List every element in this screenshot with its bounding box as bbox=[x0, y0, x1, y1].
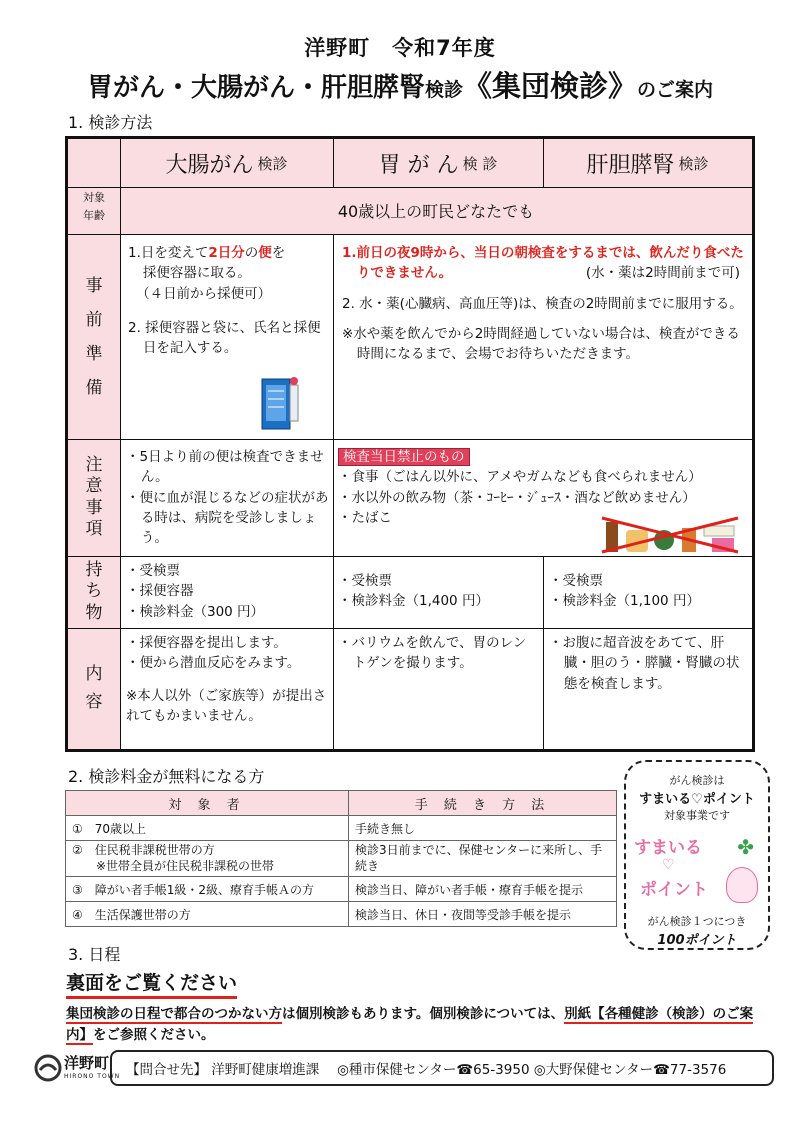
row-label-prep: 事 前 準 備 bbox=[85, 275, 103, 398]
contact-info: 【問合せ先】 洋野町健康増進課 ◎種市保健センター☎65-3950 ◎大野保健センター☎77-3576 bbox=[126, 1062, 727, 1078]
heart-icon: ♡ bbox=[662, 857, 675, 873]
items-stomach: ・受検票 ・検診料金（1,400 円） bbox=[338, 573, 489, 610]
page-subtitle: 洋野町 令和7年度 bbox=[304, 36, 496, 60]
table-row: ③ 障がい者手帳1級・2級、療育手帳Ａの方 検診当日、障がい者手帳・療育手帳を提示 bbox=[66, 877, 617, 902]
section-heading-method: 1. 検診方法 bbox=[68, 113, 153, 132]
table-row: ① 70歳以上 手続き無し bbox=[66, 816, 617, 841]
section-heading-schedule: 3. 日程 bbox=[68, 945, 121, 964]
content-liver: ・お腹に超音波をあてて、肝臓・胆のう・膵臓・腎臓の状態を検査します。 bbox=[549, 635, 740, 692]
content-colon: ・採便容器を提出します。 ・便から潜血反応をみます。 ※本人以外（ご家族等）が提出されてもかまいません。 bbox=[126, 635, 327, 724]
prep-colon: 1.日を変えて2日分の便を 採便容器に取る。 （４日前から採便可） 2. 採便容器と袋に、氏名と採便日を記入する。 bbox=[128, 245, 321, 356]
town-name-en: HIRONO TOWN bbox=[64, 1073, 121, 1080]
row-label-items: 持 ち 物 bbox=[85, 560, 103, 623]
fee-header-method: 手 続 き 方 法 bbox=[349, 791, 617, 816]
column-header-stomach: 胃 が ん 検 診 bbox=[378, 152, 498, 178]
target-age-value: 40歳以上の町民どなたでも bbox=[337, 202, 535, 221]
table-row: ② 住民税非課税世帯の方 ※世帯全員が住民税非課税の世帯 検診3日前までに、保健センターに来所し、手続き bbox=[66, 841, 617, 877]
caution-colon: ・5日より前の便は検査できません。 ・便に血が混じるなどの症状がある時は、病院を受診しましょう。 bbox=[126, 449, 329, 546]
smile-point-logo: すまいる ♡ ポイント ✤ bbox=[626, 827, 768, 907]
stool-container-image bbox=[260, 371, 300, 431]
prep-stomach-liver: 1.前日の夜9時から、当日の朝検査をするまでは、飲んだり食べたりできません。 (水・薬は2時間前まで可) 2. 水・薬(心臓病、高血圧等)は、検査の2時間前までに服用する。 ※水や薬を飲んでから2時間経過していない場合は、検査ができる時間になるまで、会場でお待ちいただきます。 bbox=[342, 245, 744, 362]
town-name: 洋野町 bbox=[64, 1054, 110, 1072]
rabbit-character-icon bbox=[726, 867, 758, 903]
table-row: ④ 生活保護世帯の方 検診当日、休日・夜間等受診手帳を提示 bbox=[66, 902, 617, 927]
column-header-colon: 大腸がん 検診 bbox=[165, 152, 288, 178]
town-logo-icon bbox=[34, 1054, 62, 1082]
fee-header-target: 対 象 者 bbox=[66, 791, 349, 816]
prohibited-items-image bbox=[600, 512, 740, 554]
clover-icon: ✤ bbox=[737, 835, 754, 859]
row-label-content: 内 容 bbox=[85, 664, 103, 712]
content-stomach: ・バリウムを飲んで、胃のレントゲンを撮ります。 bbox=[338, 635, 527, 672]
column-header-liver: 肝胆膵腎 検診 bbox=[586, 152, 709, 178]
section-heading-free: 2. 検診料金が無料になる方 bbox=[68, 767, 265, 786]
prohibited-tag: 検査当日禁止のもの bbox=[338, 448, 470, 466]
individual-exam-note: 集団検診の日程で都合のつかない方は個別検診もあります。個別検診については、別紙【各種健診（検診）のご案内】をご参照ください。 bbox=[66, 1006, 754, 1043]
items-colon: ・受検票 ・採便容器 ・検診料金（300 円） bbox=[126, 563, 265, 620]
page-title: 胃がん・大腸がん・肝胆膵腎検診《集団検診》のご案内 bbox=[86, 69, 714, 103]
row-label-age: 対象 年齢 bbox=[83, 191, 105, 222]
items-liver: ・受検票 ・検診料金（1,100 円） bbox=[549, 573, 700, 610]
free-fee-table bbox=[65, 790, 617, 927]
exam-method-table bbox=[65, 136, 755, 752]
see-back-heading: 裏面をご覧ください bbox=[66, 968, 237, 999]
row-label-caution: 注 意 事 項 bbox=[85, 455, 103, 539]
caution-stomach: 検査当日禁止のもの ・食事（ごはん以外に、アメやガムなども食べられません） ・水以外の飲み物（茶・ｺｰﾋｰ・ｼﾞｭｰｽ・酒など飲めません） ・たばこ bbox=[338, 449, 702, 526]
contact-box bbox=[110, 1050, 774, 1086]
smile-point-badge: がん検診は すまいる♡ポイント 対象事業です すまいる ♡ ポイント ✤ がん検診１つにつき 100ポイント bbox=[624, 760, 770, 950]
